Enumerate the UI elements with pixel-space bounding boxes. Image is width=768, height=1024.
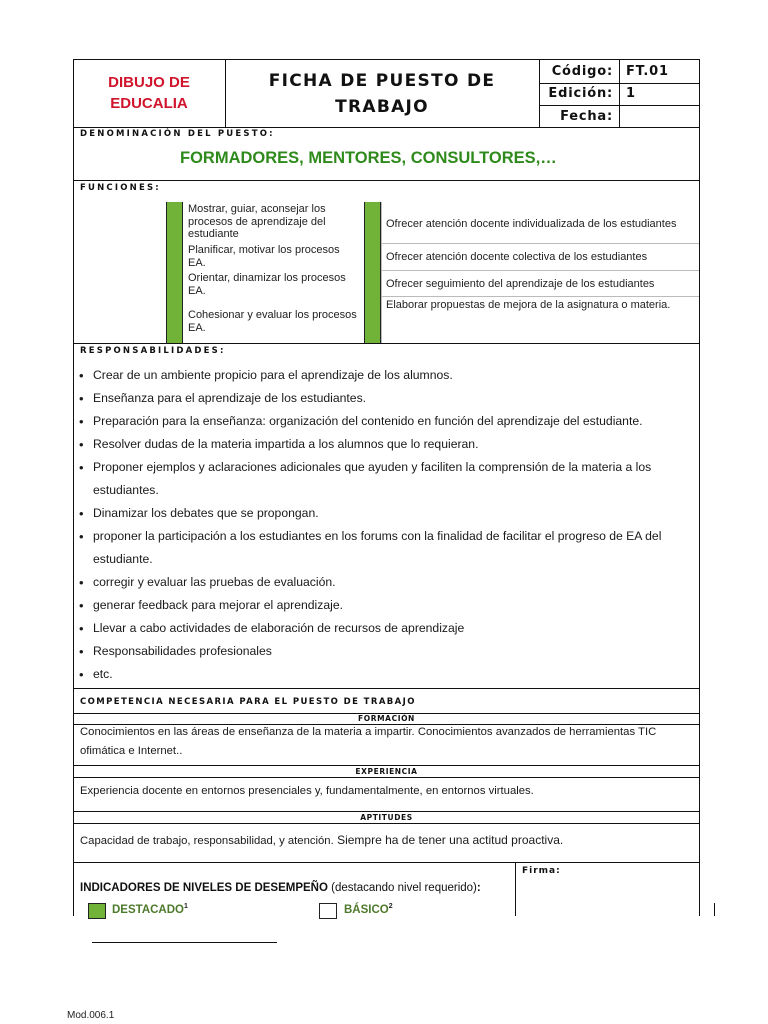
table-top-border [73, 59, 700, 60]
basico-text: BÁSICO [344, 903, 389, 916]
brand-logo-text [73, 72, 225, 114]
function-left-2: Planificar, motivar los procesos EA. [188, 244, 340, 269]
function-left-3: Orientar, dinamizar los procesos EA. [188, 272, 346, 297]
meta-row-line-2 [539, 105, 700, 106]
firma-divider [515, 862, 516, 916]
basico-label [344, 903, 393, 916]
list-item: • Preparación para la enseñanza: organización del contenido en función del aprendizaje del estudiante. [79, 410, 689, 433]
list-item: • corregir y evaluar las pruebas de evaluación. [79, 571, 689, 594]
job-title: FORMADORES, MENTORES, CONSULTORES,… [180, 149, 557, 167]
responsibilities-list [79, 364, 689, 686]
basico-footnote: 2 [388, 903, 393, 910]
line-aptitudes-bottom [73, 823, 700, 824]
list-item: • Dinamizar los debates que se propongan. [79, 502, 689, 525]
line-aptitudes-top [73, 811, 700, 812]
destacado-footnote: 1 [183, 903, 188, 910]
edition-label: Edición: [548, 86, 613, 101]
table-right-border [699, 59, 700, 916]
list-item: • Responsabilidades profesionales [79, 640, 689, 663]
denominacion-heading: DENOMINACIÓN DEL PUESTO: [80, 129, 275, 139]
basico-checkbox[interactable] [319, 903, 337, 919]
function-left-4: Cohesionar y evaluar los procesos EA. [188, 309, 357, 334]
footer-code: Mod.006.1 [67, 1010, 115, 1021]
functions-right-row-1 [381, 243, 699, 244]
brand-line-2: EDUCALIA [110, 95, 188, 112]
aptitudes-text-a: Capacidad de trabajo, responsabilidad, y atención. [80, 835, 334, 847]
indicadores-subtitle: (destacando nivel requerido) [327, 882, 477, 894]
formacion-label: FORMACIÓN [358, 714, 415, 723]
footnote-separator [92, 942, 277, 943]
funciones-heading: FUNCIONES: [80, 183, 161, 193]
functions-right-divider [381, 202, 382, 343]
function-right-2: Ofrecer atención docente colectiva de los estudiantes [386, 251, 648, 263]
experiencia-label: EXPERIENCIA [355, 767, 418, 776]
list-item: • Resolver dudas de la materia impartida a los alumnos que lo requieran. [79, 433, 689, 456]
brand-line-1: DIBUJO DE [108, 74, 190, 91]
functions-right-row-2 [381, 270, 699, 271]
code-value: FT.01 [626, 64, 669, 79]
indicadores-colon: : [476, 882, 481, 894]
function-right-1: Ofrecer atención docente individualizada de los estudiantes [386, 218, 677, 230]
formacion-text: Conocimientos en las áreas de enseñanza de la materia a impartir. Conocimientos avanzados de herramientas TIC ofimática e Internet.. [80, 726, 657, 757]
list-item: • Crear de un ambiente propicio para el aprendizaje de los alumnos. [79, 364, 689, 387]
meta-row-line-1 [539, 83, 700, 84]
list-item: • Proponer ejemplos y aclaraciones adicionales que ayuden y faciliten la comprensión de la materia a los estudiantes. [79, 456, 689, 502]
functions-left-green-bar [166, 202, 183, 343]
page-edge-mark [714, 903, 715, 916]
line-experiencia-bottom [73, 777, 700, 778]
functions-right-row-3 [381, 296, 699, 297]
function-right-4: Elaborar propuestas de mejora de la asignatura o materia. [386, 299, 671, 311]
aptitudes-text-b: Siempre ha de tener una actitud proactiva. [333, 833, 564, 847]
aptitudes-text [80, 831, 690, 851]
experiencia-text: Experiencia docente en entornos presenciales y, fundamentalmente, en entornos virtuales. [80, 785, 534, 797]
table-left-border [73, 59, 74, 916]
list-item: • etc. [79, 663, 689, 686]
list-item: • Llevar a cabo actividades de elaboración de recursos de aprendizaje [79, 617, 689, 640]
page-title [225, 68, 539, 120]
firma-label: Firma: [522, 866, 561, 876]
responsabilidades-heading: RESPONSABILIDADES: [80, 346, 226, 356]
list-item: • generar feedback para mejorar el aprendizaje. [79, 594, 689, 617]
indicadores-title: INDICADORES DE NIVELES DE DESEMPEÑO [80, 882, 328, 894]
aptitudes-label: APTITUDES [360, 813, 413, 822]
competencia-heading: COMPETENCIA NECESARIA PARA EL PUESTO DE TRABAJO [80, 697, 416, 707]
function-left-1: Mostrar, guiar, aconsejar los procesos de aprendizaje del estudiante [188, 203, 326, 240]
destacado-label [112, 903, 188, 916]
list-item: • proponer la participación a los estudiantes en los forums con la finalidad de facilitar el progreso de EA del estudiante. [79, 525, 689, 571]
line-after-funciones [73, 343, 700, 344]
function-right-3: Ofrecer seguimiento del aprendizaje de los estudiantes [386, 278, 655, 290]
destacado-checkbox[interactable] [88, 903, 106, 919]
page-title-line-1: FICHA DE PUESTO DE [268, 71, 496, 91]
page-title-line-2: TRABAJO [335, 97, 429, 117]
indicadores-heading [80, 882, 481, 894]
list-item: • Enseñanza para el aprendizaje de los estudiantes. [79, 387, 689, 410]
line-experiencia-top [73, 765, 700, 766]
line-after-header [73, 127, 700, 128]
functions-right-green-bar [364, 202, 381, 343]
destacado-text: DESTACADO [112, 903, 184, 916]
edition-value: 1 [626, 86, 636, 101]
line-after-denominacion [73, 180, 700, 181]
line-after-aptitudes [73, 862, 700, 863]
code-label: Código: [551, 64, 613, 79]
header-divider-3 [619, 59, 620, 127]
line-after-responsabilidades [73, 688, 700, 689]
date-label: Fecha: [560, 109, 613, 124]
